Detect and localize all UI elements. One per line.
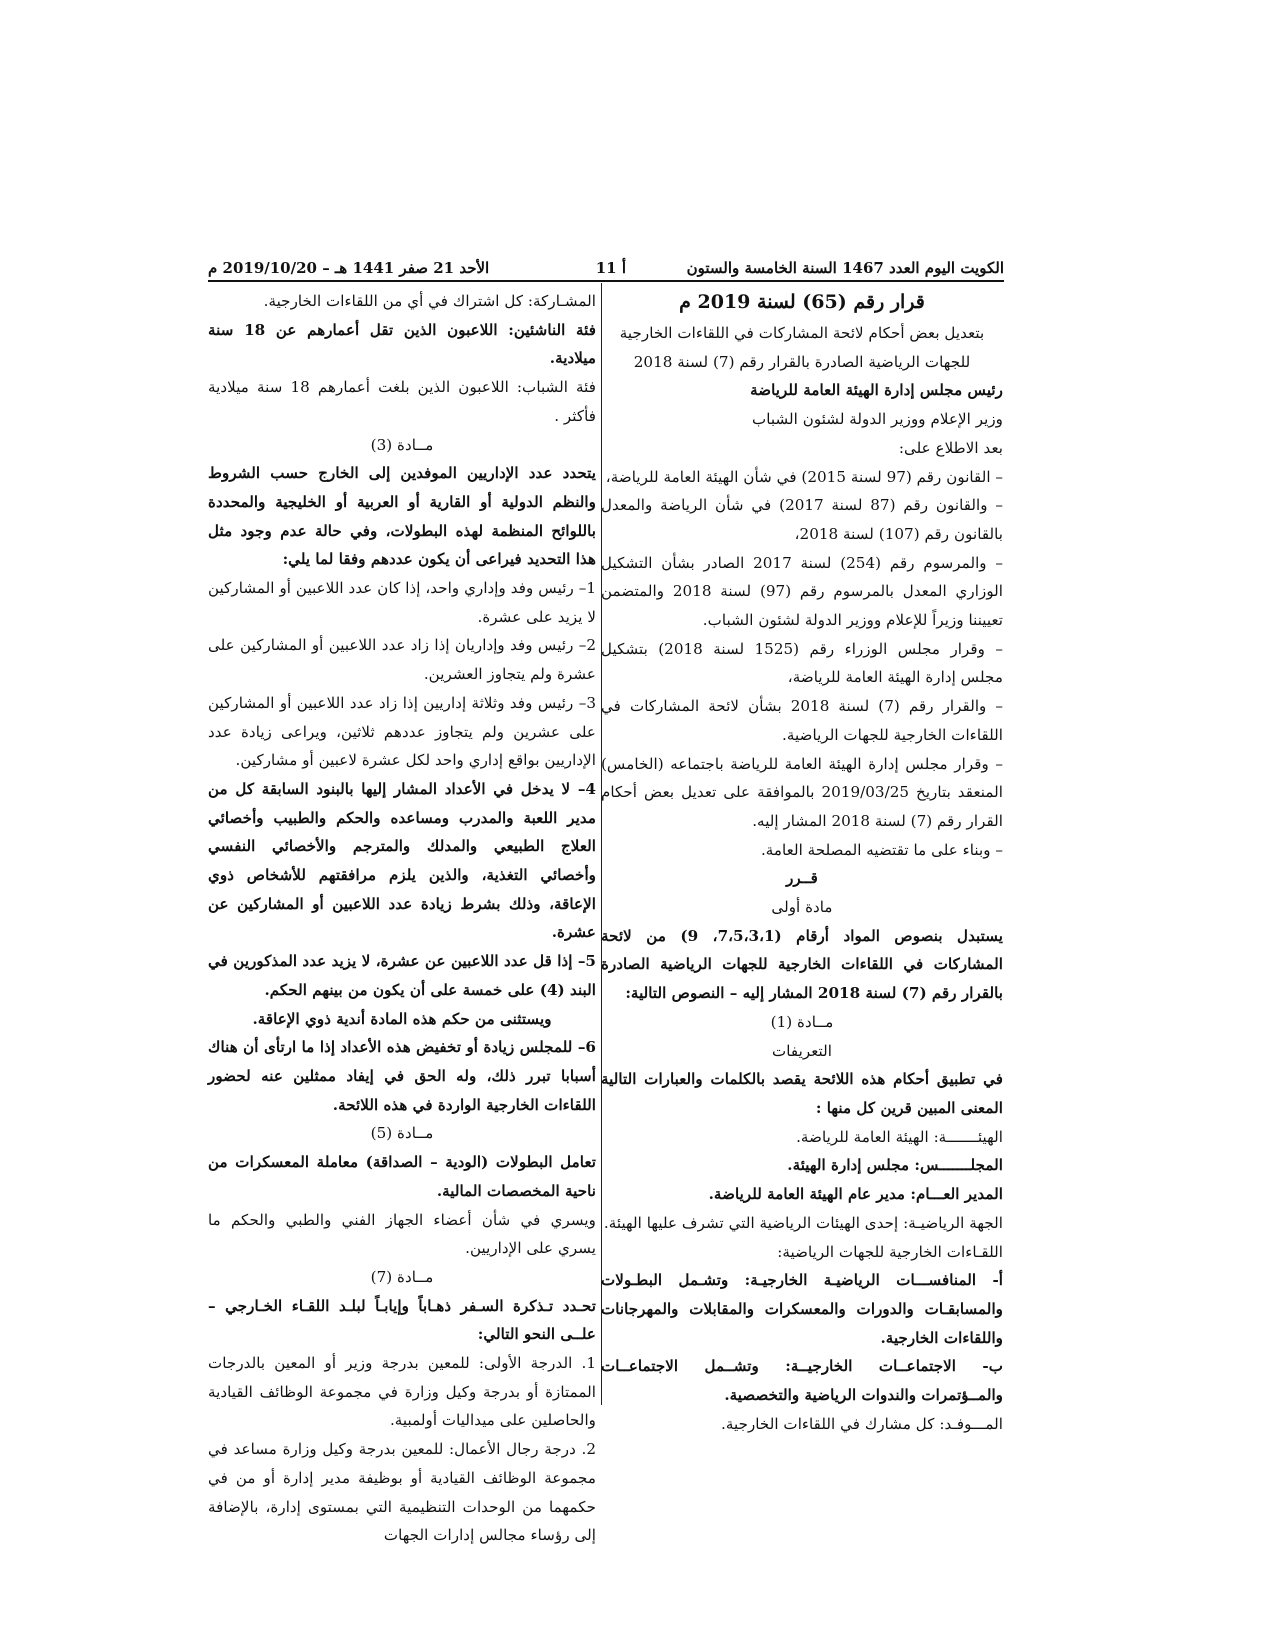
article-one-text: يستبدل بنصوص المواد أرقام (7،5،3،1، 9) من لائحة المشاركات في اللقاءات الخارجية للجهات الرياضية الصادرة بالقرار رقم (7) لسنة 2018 المشار إليه – النصوص التالية: — [601, 926, 1003, 1003]
definition-council: المجلـــــــس: مجلس إدارة الهيئة. — [787, 1156, 1003, 1175]
left-column — [208, 287, 596, 1550]
article-7-item-1: 1. الدرجة الأولى: للمعين بدرجة وزير أو المعين بالدرجات الممتازة أو بدرجة وكيل وزارة في مجموعة الوظائف القيادية والحاصلين على ميداليات أولمبية. — [208, 1354, 596, 1430]
article-5-text: تعامل البطولات (الودية – الصداقة) معاملة المعسكرات من ناحية المخصصات المالية. — [208, 1153, 596, 1200]
gazette-issue-info: الكويت اليوم العدد 1467 السنة الخامسة والستون — [686, 259, 1004, 277]
article-3-item-4: 4– لا يدخل في الأعداد المشار إليها بالبنود السابقة كل من مدير اللعبة والمدرب ومساعده والحكم والطبيب وأخصائي العلاج الطبيعي والمدلك والمترجم والأخصائي النفسي وأخصائي التغذية، والذين يلزم مرافقتهم للأشخاص ذوي الإعاقة، وذلك بشرط زيادة عدد اللاعبين أو المشاركين عن عشرة. — [208, 779, 596, 942]
decree-title: قرار رقم (65) لسنة 2019 م — [679, 291, 925, 313]
article-3-heading: مــادة (3) — [370, 435, 434, 454]
article-3-exception: ويستثنى من حكم هذه المادة أندية ذوي الإعاقة. — [252, 1009, 552, 1028]
reference-7: – وبناء على ما تقتضيه المصلحة العامة. — [760, 840, 1003, 859]
definition-director: المدير العـــام: مدير عام الهيئة العامة للرياضة. — [708, 1185, 1003, 1204]
reference-3: – والمرسوم رقم (254) لسنة 2017 الصادر بشأن التشكيل الوزاري المعدل بالمرسوم رقم (97) لسنة 2018 والمتضمن تعييننا وزيراً للإعلام ووزير الدولة لشئون الشباب. — [601, 553, 1004, 630]
definition-sports-body: الجهة الرياضيـة: إحدى الهيئات الرياضية التي تشرف عليها الهيئة. — [603, 1213, 1003, 1232]
article-7-heading: مــادة (7) — [370, 1267, 434, 1286]
article-3-item-1: 1– رئيس وفد وإداري واحد، إذا كان عدد اللاعبين أو المشاركين لا يزيد على عشرة. — [208, 579, 596, 626]
article-3-item-3: 3– رئيس وفد وثلاثة إداريين إذا زاد عدد اللاعبين أو المشاركين على عشرين ولم يتجاوز عددهم ثلاثين، ويراعى زيادة عدد الإداريين بواقع إداري واحد لكل عشرة لاعبين أو مشاركين. — [208, 693, 596, 770]
after-review: بعد الاطلاع على: — [898, 438, 1003, 457]
page-number: أ 11 — [595, 259, 626, 277]
article-3-intro: يتحدد عدد الإداريين الموفدين إلى الخارج حسب الشروط والنظم الدولية أو القارية أو العربية أو الخليجية والمحددة باللوائح المنظمة لهذه البطولات، وفي حالة عدم وجود مثل هذا التحديد فيراعى أن يكون عددهم وفقا لما يلي: — [208, 464, 596, 569]
issuer-line-1: رئيس مجلس إدارة الهيئة العامة للرياضة — [750, 381, 1003, 400]
definition-juniors: فئة الناشئين: اللاعبون الذين تقل أعمارهم عن 18 سنة ميلادية. — [208, 320, 596, 368]
definition-participation: المشـاركة: كل اشتراك في أي من اللقاءات الخارجية. — [263, 292, 596, 310]
definition-delegate: المـــوفـد: كل مشارك في اللقاءات الخارجية. — [721, 1414, 1003, 1433]
definition-meetings: اللقـاءات الخارجية للجهات الرياضية: — [777, 1242, 1003, 1261]
definitions-heading: التعريفات — [772, 1041, 832, 1060]
decree-subtitle-1: بتعديل بعض أحكام لائحة المشاركات في اللقاءات الخارجية — [619, 324, 985, 342]
article-3-item-5: 5– إذا قل عدد اللاعبين عن عشرة، لا يزيد عدد المذكورين في البند (4) على خمسة على أن يكون من بينهم الحكم. — [208, 952, 596, 999]
definition-meetings-a: أ- المنافســـات الرياضيـة الخارجيـة: وتشـمل البطـولات والمسابقـات والدورات والمعسكرات والمقابلات والمهرجانات واللقاءات الخارجية. — [601, 1271, 1003, 1347]
reference-6: – وقرار مجلس إدارة الهيئة العامة للرياضة باجتماعه (الخامس) المنعقد بتاريخ 2019/03/25 بالموافقة على تعديل بعض أحكام القرار رقم (7) لسنة 2018 المشار إليه. — [601, 754, 1003, 830]
header-rule — [208, 280, 1004, 282]
definition-authority: الهيئـــــــة: الهيئة العامة للرياضة. — [796, 1127, 1003, 1146]
article-7-intro: تحـدد تـذكرة السـفر ذهـاباً وإيابـاً لبلـد اللقـاء الخـارجي – علــى النحو التالي: — [208, 1296, 596, 1344]
article-1-heading: مــادة (1) — [770, 1012, 834, 1031]
reference-2: – والقانون رقم (87 لسنة 2017) في شأن الرياضة والمعدل بالقانون رقم (107) لسنة 2018، — [601, 496, 1003, 543]
article-3-item-6: 6– للمجلس زيادة أو تخفيض هذه الأعداد إذا ما ارتأى أن هناك أسبابا تبرر ذلك، وله الحق في إيفاد ممثلين عنه لحضور اللقاءات الخارجية الواردة في هذه اللائحة. — [208, 1038, 596, 1114]
article-one-heading: مادة أولى — [771, 898, 833, 917]
right-column — [601, 287, 1003, 1438]
decree-subtitle-2: للجهات الرياضية الصادرة بالقرار رقم (7) لسنة 2018 — [633, 352, 971, 371]
issue-date: الأحد 21 صفر 1441 هـ – 2019/10/20 م — [208, 259, 490, 277]
article-7-item-2: 2. درجة رجال الأعمال: للمعين بدرجة وكيل وزارة مساعد في مجموعة الوظائف القيادية أو بوظيفة مدير إدارة أو من في حكمهما من الوحدات التنظيمية التي بمستوى إدارة، بالإضافة إلى رؤساء مجالس إدارات الجهات — [208, 1440, 596, 1545]
definition-meetings-b: ب- الاجتماعــات الخارجيــة: وتشــمل الاجتماعــات والمــؤتمرات والندوات الرياضية والتخصصية. — [601, 1357, 1003, 1405]
issuer-line-2: وزير الإعلام ووزير الدولة لشئون الشباب — [751, 410, 1003, 429]
definition-youth: فئة الشباب: اللاعبون الذين بلغت أعمارهم 18 سنة ميلادية فأكثر . — [208, 378, 596, 425]
page-header — [208, 258, 1004, 278]
reference-5: – والقرار رقم (7) لسنة 2018 بشأن لائحة المشاركات في اللقاءات الخارجية للجهات الرياضية. — [601, 697, 1003, 744]
article-5-heading: مــادة (5) — [370, 1124, 434, 1143]
reference-4: – وقرار مجلس الوزراء رقم (1525 لسنة 2018) بتشكيل مجلس إدارة الهيئة العامة للرياضة، — [601, 639, 1003, 687]
article-3-item-2: 2– رئيس وفد وإداريان إذا زاد عدد اللاعبين أو المشاركين على عشرة ولم يتجاوز العشرين. — [208, 636, 596, 684]
article-5-text-2: ويسري في شأن أعضاء الجهاز الفني والطبي والحكم ما يسري على الإداريين. — [208, 1210, 596, 1258]
decided-heading: قــرر — [786, 869, 818, 888]
reference-1: – القانون رقم (97 لسنة 2015) في شأن الهيئة العامة للرياضة، — [605, 467, 1003, 486]
definitions-intro: في تطبيق أحكام هذه اللائحة يقصد بالكلمات والعبارات التالية المعنى المبين قرين كل منها : — [601, 1070, 1003, 1117]
